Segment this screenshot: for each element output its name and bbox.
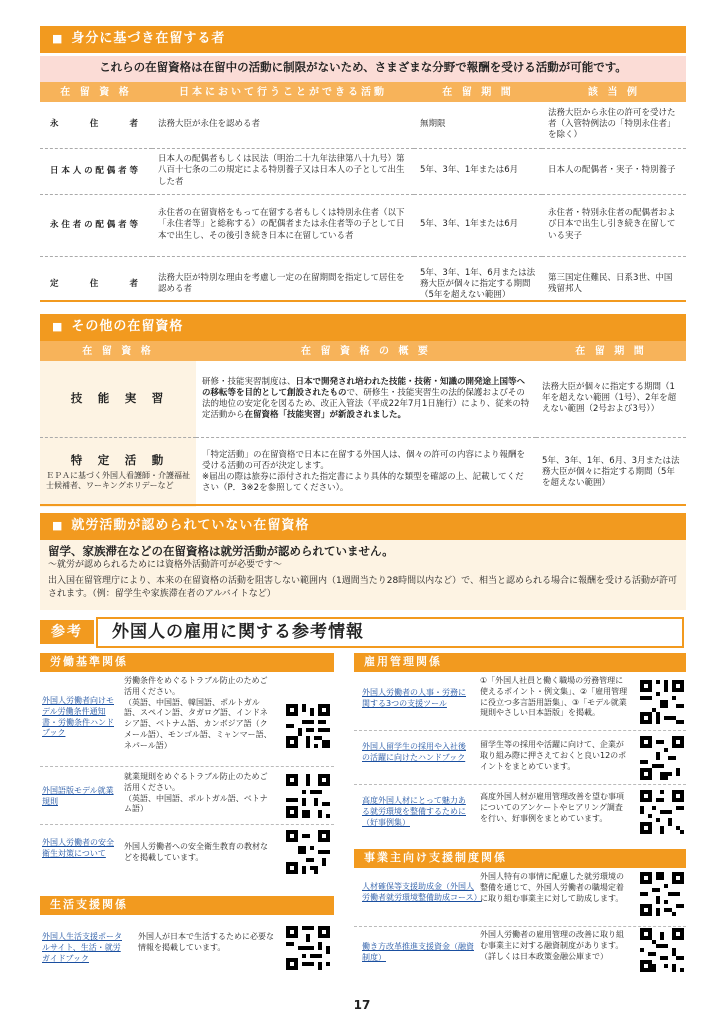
- s2-col-overview: 在 留 資 格 の 概 要: [196, 341, 536, 361]
- table-row: [40, 102, 686, 148]
- row-period: 5年、3年、1年、6月、3月または法務大臣が個々に指定する期間（5年を超えない範囲）: [542, 455, 680, 488]
- s1-col-example: 該 当 例: [542, 82, 686, 102]
- page-number: 17: [353, 998, 371, 1012]
- link-student-hiring-handbook[interactable]: 外国人留学生の採用や入社後の活躍に向けたハンドブック: [362, 742, 466, 762]
- table-row: [40, 437, 686, 507]
- qr-code-icon[interactable]: [640, 928, 684, 972]
- table-row: [40, 194, 686, 256]
- overview-text: 「特定活動」の在留資格で日本に在留する外国人は、個々の許可の内容により報酬を受ける活動の可否が決定します。: [202, 450, 526, 472]
- row-status: 日本人の配偶者等: [40, 148, 152, 194]
- qr-code-icon[interactable]: [286, 704, 330, 748]
- overview-emphasis: 在留資格「技能実習」が新設されました。: [244, 409, 407, 420]
- row-status: 永 住 者: [40, 102, 152, 148]
- overview-note: ※届出の際は旅券に添付された指定書により具体的な類型を確認の上、記載してください（P．3※2を参照してください）。: [202, 472, 524, 494]
- row-overview: [196, 361, 536, 437]
- reference-badge: 参考: [40, 620, 94, 644]
- row-example: 第三国定住難民、日系3世、中国残留邦人: [548, 273, 673, 295]
- row-period: 法務大臣が個々に指定する期間（1年を超えない範囲（1号）、2年を超えない範囲（2号および3号））: [536, 361, 686, 437]
- row-example: 法務大臣から永住の許可を受けた者（入管特例法の「特別永住者」を除く）: [542, 102, 686, 148]
- table-row: [40, 256, 686, 312]
- link-model-work-rules[interactable]: 外国語版モデル就業規則: [42, 786, 114, 806]
- section1-bottom-rule: [40, 300, 686, 302]
- row-example: 日本人の配偶者・実子・特別養子: [542, 148, 686, 194]
- s1-col-activity: 日本において行うことができる活動: [152, 82, 414, 102]
- section2-title: その他の在留資格: [71, 319, 184, 334]
- link-model-labor-conditions[interactable]: 外国人労働者向けモデル労働条件通知書・労働条件ハンドブック: [42, 696, 114, 738]
- employment-mgmt-header: 雇用管理関係: [354, 653, 686, 672]
- section2-table: [40, 341, 686, 507]
- s2-col-status: 在 留 資 格: [40, 341, 196, 361]
- section3-sub: ～就労が認められるためには資格外活動許可が必要です～: [48, 559, 283, 570]
- desc-highly-skilled-cases: 高度外国人材が雇用管理改善を望む事項についてのアンケートやヒアリング調査を行い、好事例をまとめています。: [480, 792, 624, 823]
- row-period: 無期限: [414, 102, 542, 148]
- labor-standards-header: 労働基準関係: [40, 653, 334, 672]
- row-overview: [196, 437, 536, 507]
- section3-text: 出入国在留管理庁により、本来の在留資格の活動を阻害しない範囲内（1週間当たり28時間以内など）で、相当と認められる場合に報酬を受ける活動が許可されます。（例：留学生や家族滞在者のアルバイトなど）: [48, 575, 678, 599]
- row-activity: 永住者の在留資格をもって在留する者もしくは特別永住者（以下「永住者等」と総称する）の配偶者または永住者等の子として日本で出生し、その後引き続き日本に在留している者: [152, 194, 414, 256]
- qr-code-icon[interactable]: [286, 774, 330, 818]
- overview-text: 研修・技能実習制度は、: [202, 376, 296, 387]
- desc-life-support-portal: 外国人が日本で生活するために必要な情報を掲載しています。: [138, 932, 274, 952]
- desc-model-labor-conditions: 労働条件をめぐるトラブル防止のためご活用ください。 （英語、中国語、韓国語、ポルトガル語、スペイン語、タガログ語、インドネシア語、ベトナム語、カンボジア語（クメール語）、モンゴル語、ミャンマー語、ネパール語）: [124, 676, 272, 750]
- employment-mgmt-list: [354, 674, 686, 844]
- section1-banner: これらの在留資格は在留中の活動に制限がないため、さまざまな分野で報酬を受ける活動が可能です。: [40, 56, 686, 82]
- employer-support-list: [354, 870, 686, 980]
- link-life-support-portal[interactable]: 外国人生活支援ポータルサイト、生活・就労ガイドブック: [42, 932, 122, 963]
- row-period: 5年、3年、1年または6月: [414, 194, 542, 256]
- section2-bottom-rule: [40, 504, 686, 506]
- row-period: 5年、3年、1年、6月または法務大臣が個々に指定する期間（5年を超えない範囲）: [420, 267, 536, 300]
- desc-safety-health: 外国人労働者への安全衛生教育の教材などを掲載しています。: [124, 842, 268, 862]
- qr-code-icon[interactable]: [640, 790, 684, 834]
- section3-title: 就労活動が認められていない在留資格: [71, 518, 310, 533]
- row-status: 定 住 者: [50, 278, 138, 289]
- section3-header: ■ 就労活動が認められていない在留資格: [40, 513, 686, 540]
- row-status: 技 能 実 習: [40, 361, 196, 437]
- divider: [40, 766, 334, 767]
- qr-code-icon[interactable]: [640, 680, 684, 724]
- divider: [354, 926, 686, 927]
- section3-body: [40, 540, 686, 610]
- qr-code-icon[interactable]: [286, 926, 330, 970]
- row-status-cell: [40, 437, 196, 507]
- table-row: [40, 148, 686, 194]
- link-hr-support-tools[interactable]: 外国人労働者の人事・労務に関する3つの支援ツール: [362, 688, 466, 708]
- desc-student-hiring-handbook: 留学生等の採用や活躍に向けて、企業が取り組み際に押さえておくと良い12のポイントをまとめています。: [480, 740, 627, 771]
- row-status-sub: ＥＰＡに基づく外国人看護師・介護福祉士候補者、ワーキングホリデーなど: [46, 470, 190, 491]
- s1-col-status: 在 留 資 格: [40, 82, 152, 102]
- row-activity: 日本人の配偶者もしくは民法（明治二十九年法律第八十九号）第八百十七条の二の規定による特別養子又は日本人の子として出生した者: [152, 148, 414, 194]
- link-highly-skilled-cases[interactable]: 高度外国人材にとって魅力ある就労環境を整備するために（好事例集）: [362, 796, 466, 827]
- section1-header: ■ 身分に基づき在留する者: [40, 26, 686, 53]
- section1-table: [40, 82, 686, 312]
- link-safety-health[interactable]: 外国人労働者の安全衛生対策について: [42, 838, 114, 858]
- s2-col-period: 在 留 期 間: [536, 341, 686, 361]
- divider: [40, 824, 334, 825]
- s1-col-period: 在 留 期 間: [414, 82, 542, 102]
- row-activity: 法務大臣が特別な理由を考慮し一定の在留期間を指定して居住を認める者: [158, 273, 405, 295]
- section3-lead: 留学、家族滞在などの在留資格は就労活動が認められていません。: [48, 544, 394, 558]
- divider: [354, 784, 686, 785]
- table-row: [40, 361, 686, 437]
- overview-emphasis: 日本で開発され培われた技能・技術・知識の開発途上国等への移転等を目的として創設されたもの: [202, 376, 526, 398]
- divider: [354, 730, 686, 731]
- desc-talent-subsidy: 外国人特有の事情に配慮した就労環境の整備を通じて、外国人労働者の職場定着に取り組む事業主に対して助成します。: [480, 872, 624, 903]
- section2-header: ■ その他の在留資格: [40, 314, 686, 341]
- section1-title: 身分に基づき在留する者: [71, 31, 226, 46]
- reference-title: 外国人の雇用に関する参考情報: [96, 617, 684, 648]
- labor-standards-list: [40, 674, 334, 874]
- link-talent-subsidy[interactable]: 人材確保等支援助成金（外国人労働者就労環境整備助成コース）: [362, 882, 482, 902]
- link-workstyle-loan[interactable]: 働き方改革推進支援資金（融資制度）: [362, 942, 474, 962]
- qr-code-icon[interactable]: [286, 830, 330, 874]
- life-support-list: [40, 918, 334, 978]
- employer-support-header: 事業主向け支援制度関係: [354, 849, 686, 868]
- qr-code-icon[interactable]: [640, 736, 684, 780]
- desc-workstyle-loan: 外国人労働者の雇用管理の改善に取り組む事業主に対する融資制度があります。（詳しくは日本政策金融公庫まで）: [480, 930, 624, 961]
- qr-code-icon[interactable]: [640, 872, 684, 916]
- row-example: 永住者・特別永住者の配偶者および日本で出生し引き続き在留している実子: [542, 194, 686, 256]
- desc-hr-support-tools: ①「外国人社員と働く職場の労務管理に使えるポイント・例文集」、②「雇用管理に役立つ多言語用語集」、③「モデル就業規則やさしい日本語版」を掲載。: [480, 676, 628, 718]
- row-activity: 法務大臣が永住を認める者: [152, 102, 414, 148]
- overview-text: で、研修生・技能実習生の法的保護およびその法的地位の安定化を図るため、改正入管法（平成22年7月1日施行）により、従来の特定活動から: [202, 387, 530, 420]
- row-status: 特 定 活 動: [70, 452, 166, 467]
- row-status: 永住者の配偶者等: [40, 194, 152, 256]
- life-support-header: 生活支援関係: [40, 896, 334, 915]
- desc-model-work-rules: 就業規則をめぐるトラブル防止のためご活用ください。 （英語、中国語、ポルトガル語、ベトナム語）: [124, 772, 268, 814]
- row-period: 5年、3年、1年または6月: [414, 148, 542, 194]
